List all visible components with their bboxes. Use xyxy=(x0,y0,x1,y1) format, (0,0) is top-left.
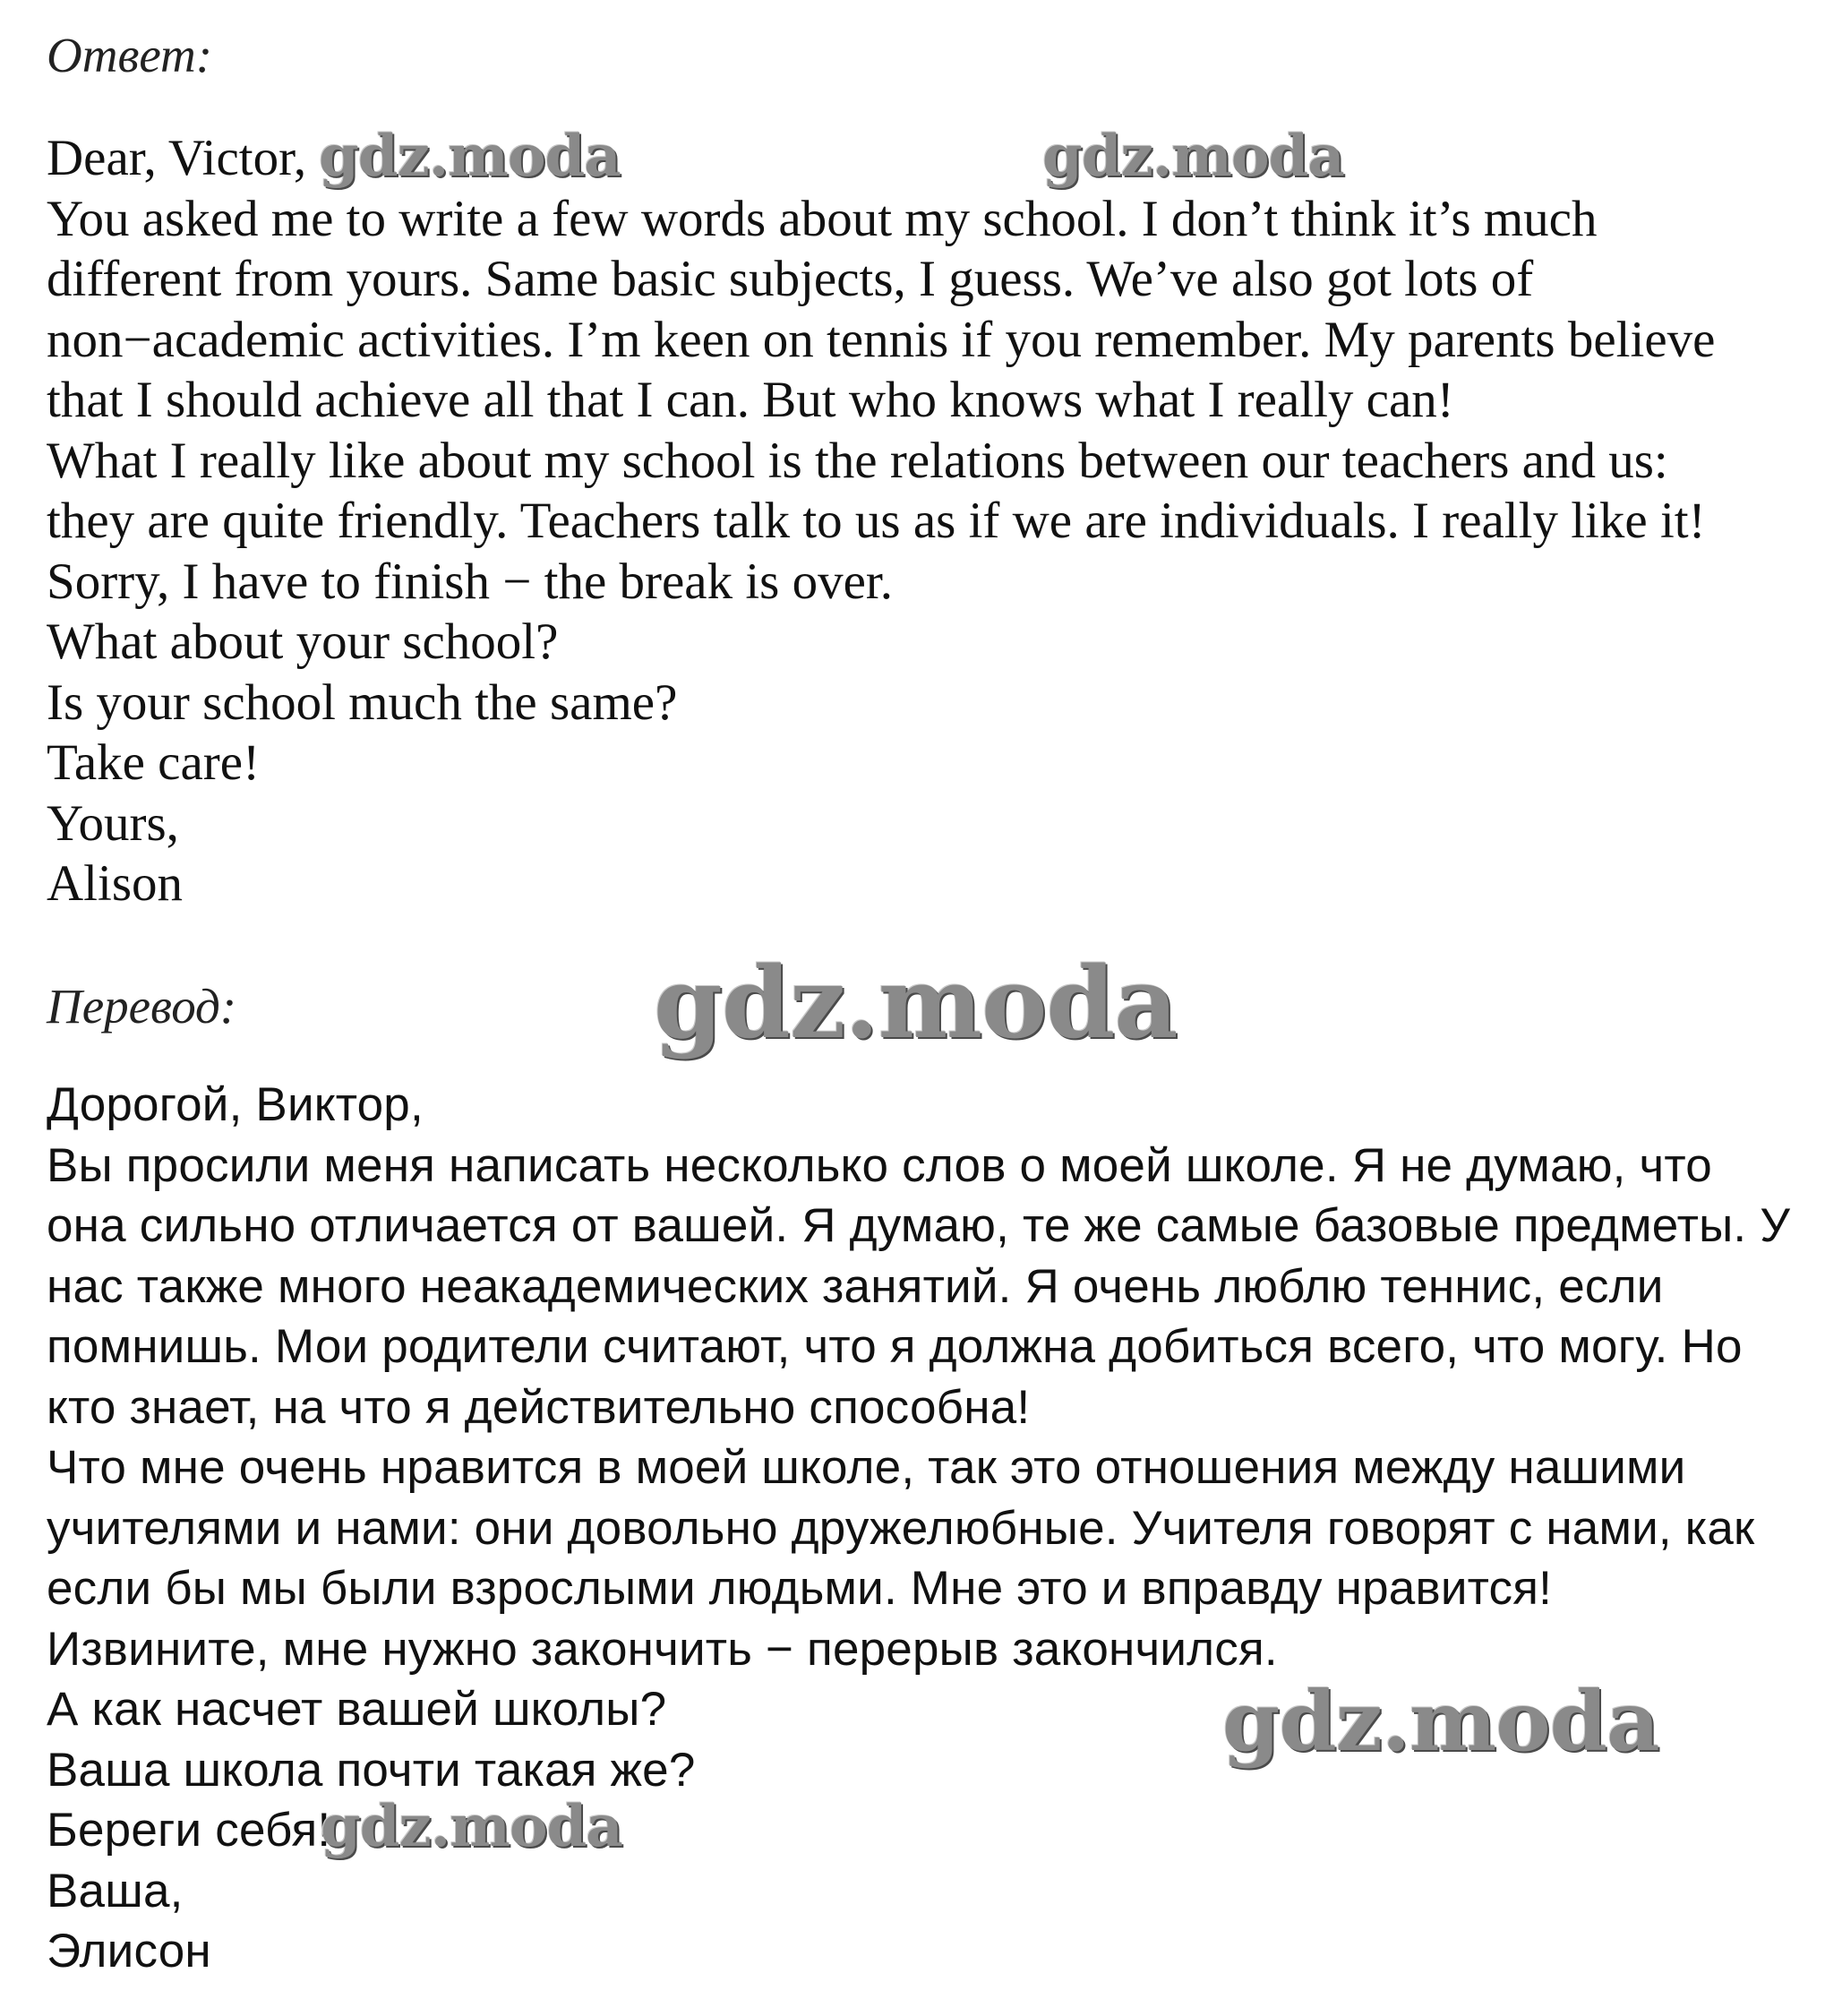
answer-line: What I really like about my school is the relations between our teachers and us: xyxy=(47,432,1668,489)
answer-line: different from yours. Same basic subjects, I guess. We’ve also got lots of xyxy=(47,251,1534,307)
answer-line: that I should achieve all that I can. But who knows what I really can! xyxy=(47,372,1454,428)
watermark-logo: gdz.moda xyxy=(319,123,621,190)
translation-line: Что мне очень нравится в моей школе, так это отношения между нашими xyxy=(47,1441,1686,1494)
translation-line: учителями и нами: они довольно дружелюбные. Учителя говорят с нами, как xyxy=(47,1501,1755,1555)
watermark-logo: gdz.moda xyxy=(1042,123,1344,190)
translation-line: Вы просили меня написать несколько слов о моей школе. Я не думаю, что xyxy=(47,1138,1712,1192)
translation-line: Ваша, xyxy=(47,1864,184,1917)
answer-line: Yours, xyxy=(47,794,179,852)
answer-line: Dear, Victor, xyxy=(47,130,307,186)
watermark-logo: gdz.moda xyxy=(321,1793,622,1860)
translation-letter xyxy=(47,1075,1790,1982)
translation-line: Извините, мне нужно закончить − перерыв закончился. xyxy=(47,1622,1278,1676)
translation-line: Береги себя! xyxy=(47,1804,331,1857)
translation-label: Перевод: xyxy=(47,979,237,1034)
answer-line: Alison xyxy=(47,855,184,912)
answer-line: What about your school? xyxy=(47,613,559,670)
translation-line: помнишь. Мои родители считают, что я должна добиться всего, что могу. Но xyxy=(47,1320,1743,1373)
translation-line: если бы мы были взрослыми людьми. Мне это и вправду нравится! xyxy=(47,1562,1553,1615)
translation-line: Элисон xyxy=(47,1925,211,1977)
answer-line: Take care! xyxy=(47,734,261,791)
answer-line: Is your school much the same? xyxy=(47,673,678,731)
translation-line: Дорогой, Виктор, xyxy=(47,1078,424,1131)
watermark-logo: gdz.moda xyxy=(654,945,1178,1060)
answer-line: You asked me to write a few words about my school. I don’t think it’s much xyxy=(47,190,1598,247)
answer-line: Sorry, I have to finish − the break is over. xyxy=(47,553,893,610)
translation-line: нас также много неакадемических занятий. Я очень люблю теннис, если xyxy=(47,1259,1664,1313)
answer-line: they are quite friendly. Teachers talk to us as if we are individuals. I really like it! xyxy=(47,493,1706,549)
answer-label: Ответ: xyxy=(47,28,213,82)
translation-line: она сильно отличается от вашей. Я думаю, те же самые базовые предметы. У xyxy=(47,1199,1791,1252)
answer-letter xyxy=(47,128,1715,914)
watermark-logo: gdz.moda xyxy=(1222,1673,1659,1770)
translation-line: кто знает, на что я действительно способна! xyxy=(47,1380,1031,1434)
answer-line: non−academic activities. I’m keen on tennis if you remember. My parents believe xyxy=(47,311,1716,368)
translation-line: А как насчет вашей школы? xyxy=(47,1683,667,1736)
translation-line: Ваша школа почти такая же? xyxy=(47,1743,696,1797)
